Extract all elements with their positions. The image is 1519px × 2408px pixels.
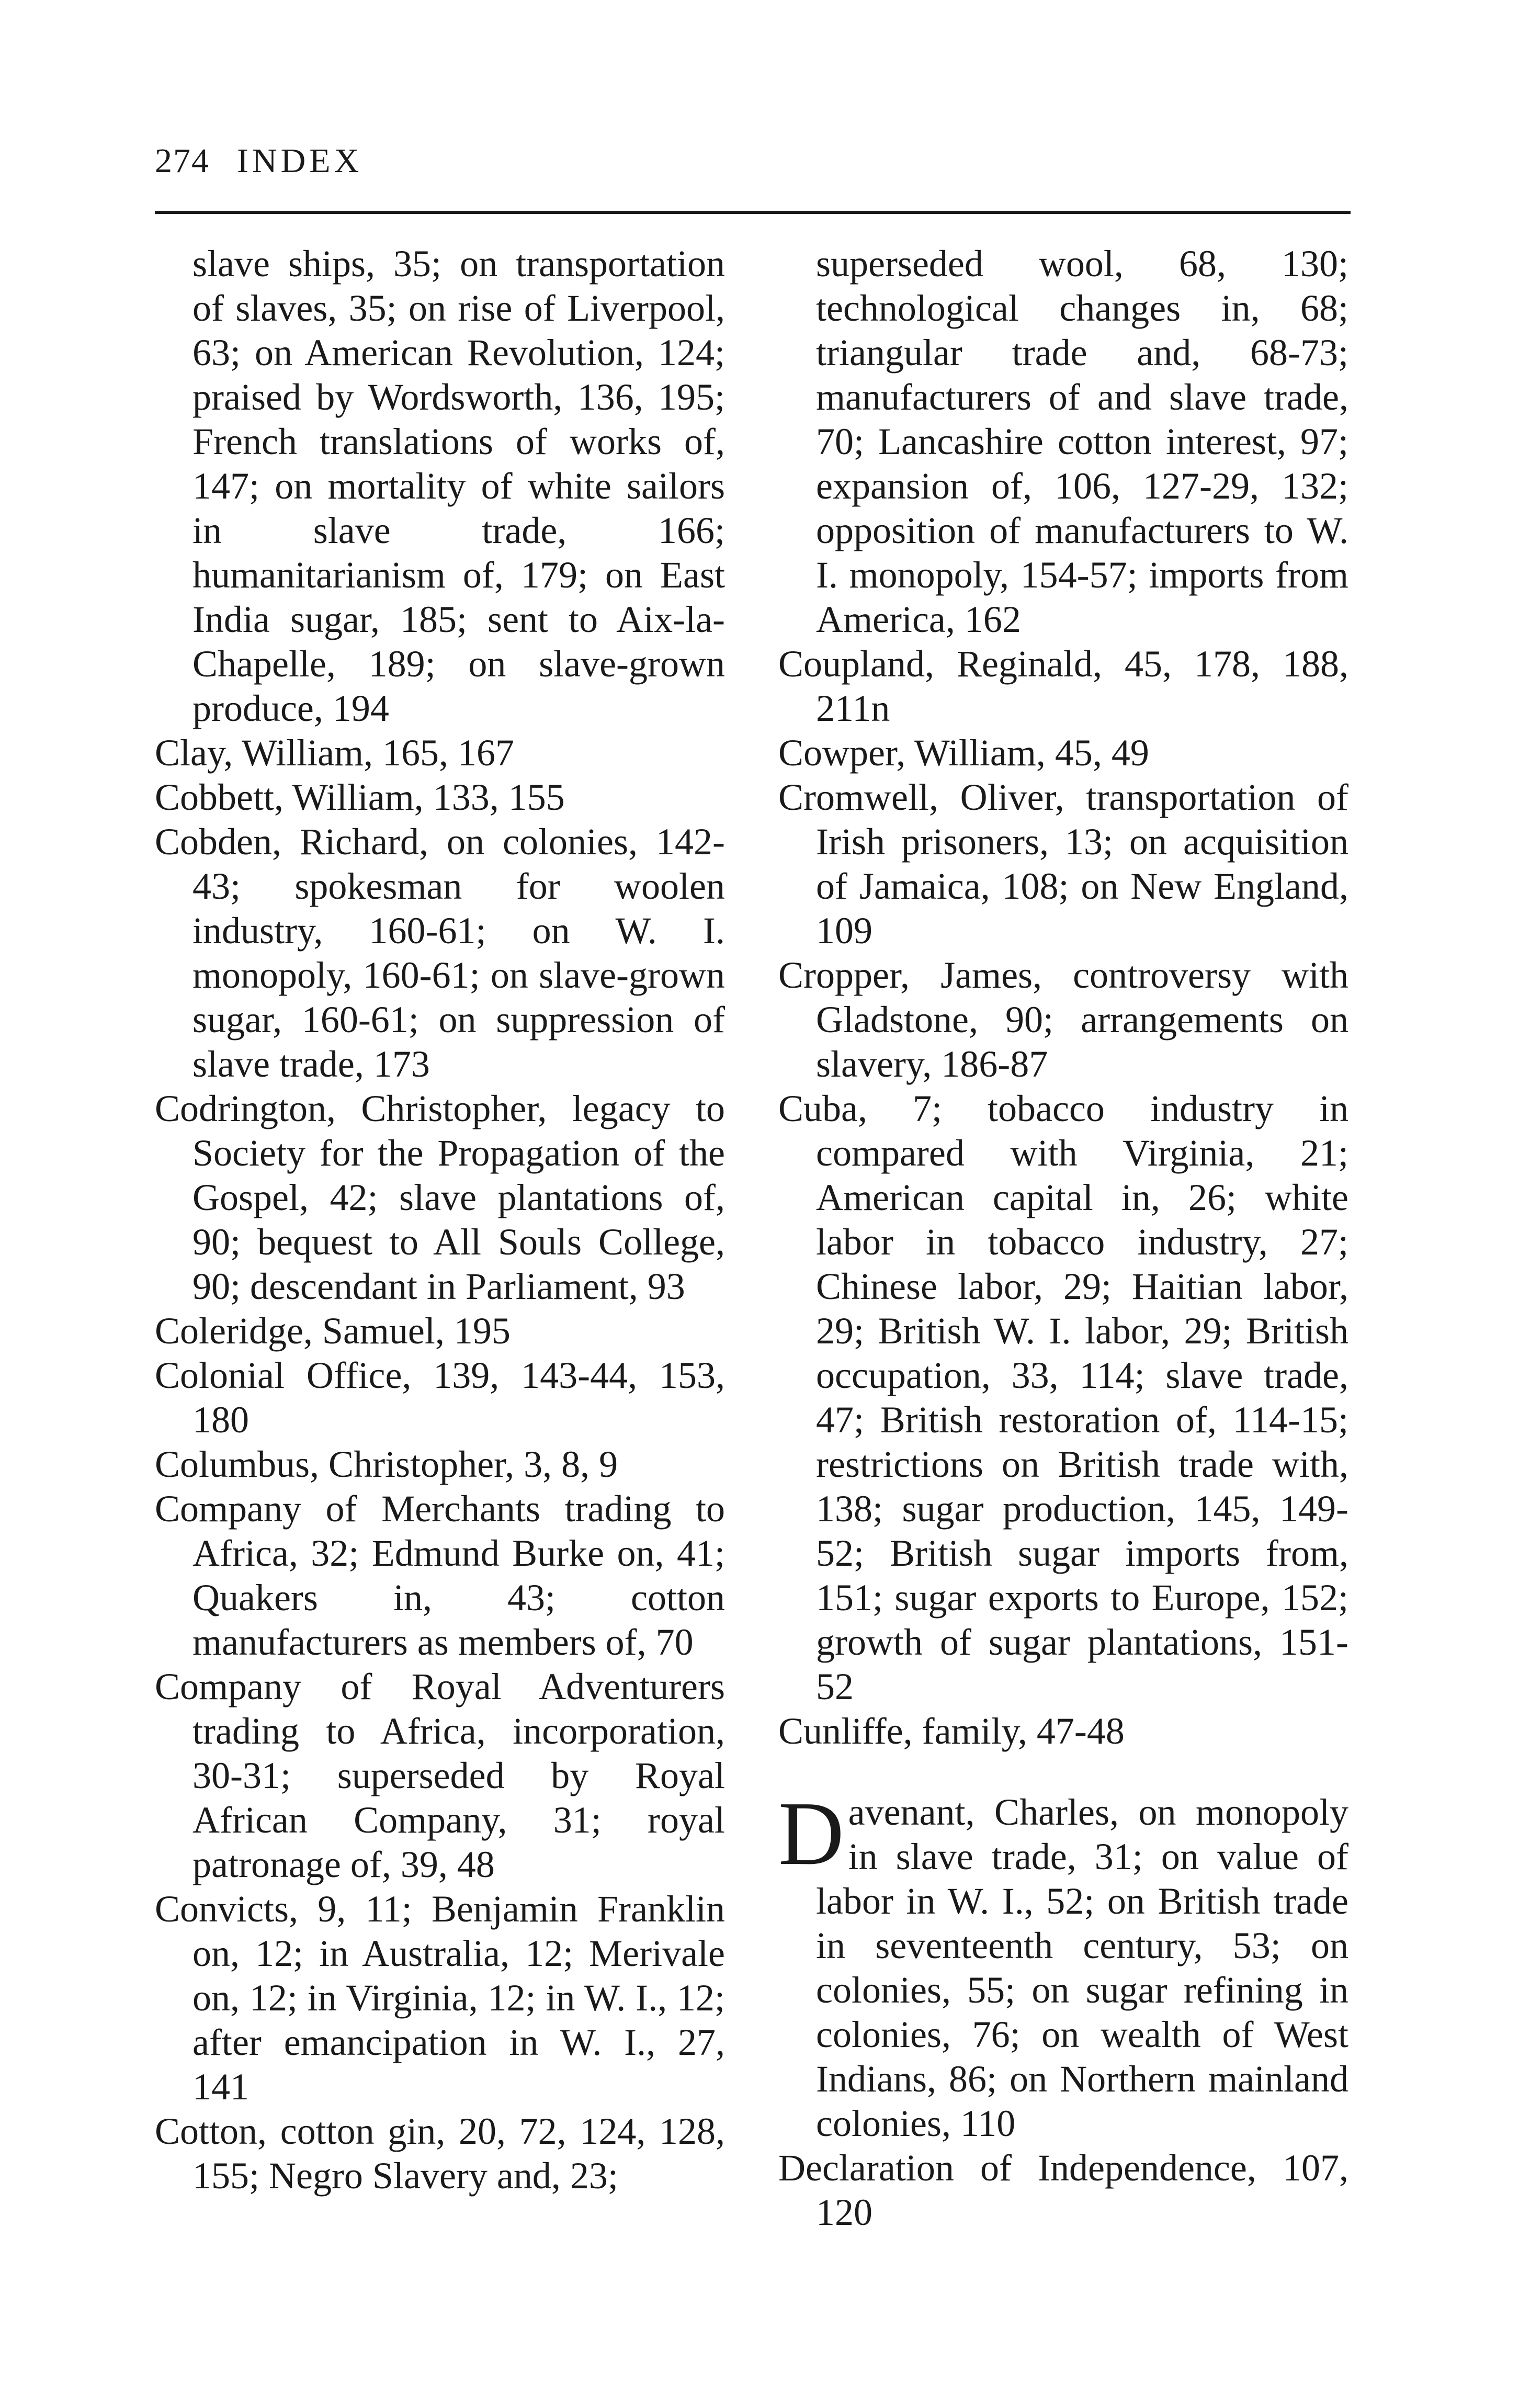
index-entry: Coleridge, Samuel, 195 xyxy=(155,1310,511,1352)
index-entry: Colonial Office, 139, 143-44, 153, 180 xyxy=(155,1354,725,1441)
index-entry-continuation: slave ships, 35; on transportation of slaves, 35; on rise of Liverpool, 63; on American Revolution, 124; praised by Wordsworth, 136, 195; French translations of works of, 147; on mortality of white sailors in slave trade, 166; humanitarianism of, 179; on East India sugar, 185; sent to Aix-la-Chapelle, 189; on slave-grown produce, 194 xyxy=(192,243,725,729)
index-entry: Declaration of Independence, 107, 120 xyxy=(778,2147,1348,2233)
index-entry: Cunliffe, family, 47-48 xyxy=(778,1710,1125,1752)
index-entry: Cobden, Richard, on colonies, 142-43; spokesman for woolen industry, 160-61; on W. I. monopoly, 160-61; on slave-grown sugar, 160-61; on suppression of slave trade, 173 xyxy=(155,821,725,1085)
running-header xyxy=(155,141,362,199)
index-entry: Cotton, cotton gin, 20, 72, 124, 128, 155; Negro Slavery and, 23; xyxy=(155,2110,725,2197)
index-entry-text: avenant, Charles, on monopoly in slave trade, 31; on value of labor in W. I., 52; on British trade in seventeenth century, 53; on colonies, 55; on sugar refining in colonies, 76; on wealth of West Indians, 86; on Northern mainland colonies, 110 xyxy=(816,1791,1348,2144)
index-entry xyxy=(778,1783,1348,2146)
page-number: 274 xyxy=(155,142,210,180)
index-entry: Coupland, Reginald, 45, 178, 188, 211n xyxy=(778,643,1348,729)
index-entry: Cobbett, William, 133, 155 xyxy=(155,776,565,818)
index-entry: Cromwell, Oliver, transportation of Irish prisoners, 13; on acquisition of Jamaica, 108; on New England, 109 xyxy=(778,776,1348,952)
page-title: INDEX xyxy=(237,142,363,180)
index-entry: Columbus, Christopher, 3, 8, 9 xyxy=(155,1443,618,1485)
index-entry: Cropper, James, controversy with Gladstone, 90; arrangements on slavery, 186-87 xyxy=(778,954,1348,1085)
index-entry: Company of Royal Adventurers trading to Africa, incorporation, 30-31; superseded by Royal African Company, 31; royal patronage of, 39, 48 xyxy=(155,1666,725,1885)
header-rule xyxy=(155,211,1351,214)
index-entry: Codrington, Christopher, legacy to Society for the Propagation of the Gospel, 42; slave plantations of, 90; bequest to All Souls College, 90; descendant in Parliament, 93 xyxy=(155,1088,725,1307)
index-entry: Company of Merchants trading to Africa, 32; Edmund Burke on, 41; Quakers in, 43; cotton manufacturers as members of, 70 xyxy=(155,1488,725,1663)
right-column xyxy=(778,242,1348,2235)
index-entry: Convicts, 9, 11; Benjamin Franklin on, 12; in Australia, 12; Merivale on, 12; in Virginia, 12; in W. I., 12; after emancipation in W. I., 27, 141 xyxy=(155,1888,725,2108)
left-column xyxy=(155,242,725,2198)
drop-cap-letter: D xyxy=(778,1783,844,1884)
index-entry-continuation: superseded wool, 68, 130; technological changes in, 68; triangular trade and, 68-73; manufacturers of and slave trade, 70; Lancashire cotton interest, 97; expansion of, 106, 127-29, 132; opposition of manufacturers to W. I. monopoly, 154-57; imports from America, 162 xyxy=(816,243,1348,640)
index-entry: Cowper, William, 45, 49 xyxy=(778,732,1149,774)
index-entry: Cuba, 7; tobacco industry in compared with Virginia, 21; American capital in, 26; white labor in tobacco industry, 27; Chinese labor, 29; Haitian labor, 29; British W. I. labor, 29; British occupation, 33, 114; slave trade, 47; British restoration of, 114-15; restrictions on British trade with, 138; sugar production, 145, 149-52; British sugar imports from, 151; sugar exports to Europe, 152; growth of sugar plantations, 151-52 xyxy=(778,1088,1348,1708)
index-entry: Clay, William, 165, 167 xyxy=(155,732,515,774)
